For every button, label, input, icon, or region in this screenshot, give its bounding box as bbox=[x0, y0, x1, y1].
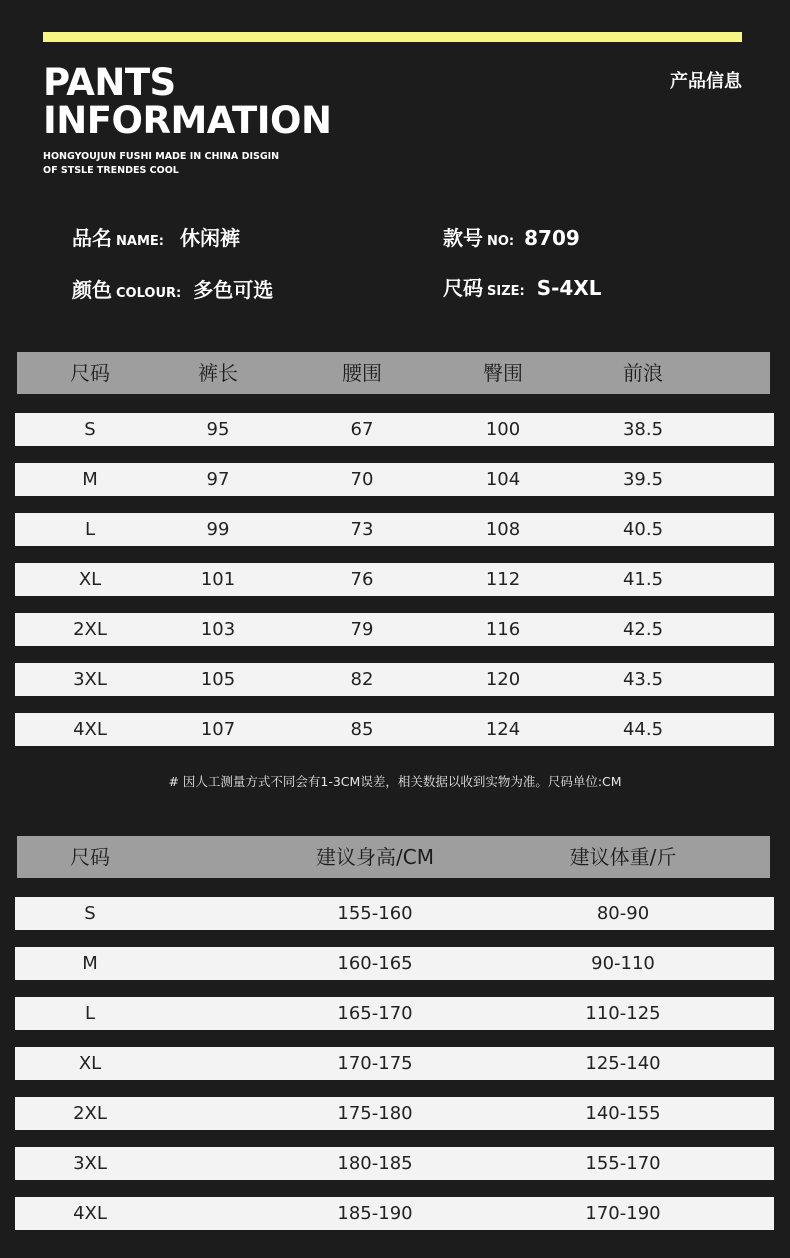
table-row bbox=[15, 1197, 774, 1230]
header-cell: 裤长 bbox=[198, 361, 238, 385]
name-value: 休闲裤 bbox=[179, 226, 240, 250]
table-row bbox=[15, 413, 774, 446]
table-cell: 140-155 bbox=[585, 1103, 661, 1124]
size-label-en: SIZE: bbox=[487, 284, 525, 299]
no-value: 8709 bbox=[524, 226, 580, 250]
table-cell: 97 bbox=[206, 469, 230, 490]
table-row bbox=[15, 1097, 774, 1130]
page-title bbox=[43, 61, 332, 142]
info-size bbox=[443, 272, 602, 301]
table-cell: M bbox=[82, 469, 98, 490]
table-cell: 99 bbox=[206, 519, 230, 540]
measurement-note: # 因人工测量方式不同会有1-3CM误差，相关数据以收到实物为准。尺码单位:CM bbox=[168, 774, 622, 789]
no-label-en: NO: bbox=[487, 234, 515, 249]
table-cell: 104 bbox=[485, 469, 521, 490]
table-cell: 108 bbox=[485, 519, 521, 540]
header-cell: 尺码 bbox=[70, 361, 110, 385]
title-line-1: PANTS bbox=[43, 61, 176, 104]
table-cell: 103 bbox=[200, 619, 236, 640]
size-value: S-4XL bbox=[536, 276, 602, 300]
table-cell: 180-185 bbox=[337, 1153, 413, 1174]
table-row bbox=[15, 563, 774, 596]
table-cell: 170-190 bbox=[585, 1203, 661, 1224]
table-cell: 4XL bbox=[73, 719, 107, 740]
table-cell: 95 bbox=[206, 419, 230, 440]
table-cell: 100 bbox=[485, 419, 521, 440]
table-cell: S bbox=[84, 419, 96, 440]
info-no bbox=[443, 222, 580, 251]
table-cell: 101 bbox=[200, 569, 236, 590]
table-cell: 39.5 bbox=[622, 469, 664, 490]
table-cell: 3XL bbox=[73, 1153, 107, 1174]
colour-label-en: COLOUR: bbox=[116, 286, 182, 301]
colour-label: 颜色 bbox=[72, 278, 112, 302]
table-row bbox=[15, 513, 774, 546]
table-cell: 175-180 bbox=[337, 1103, 413, 1124]
table-cell: 67 bbox=[350, 419, 374, 440]
table-cell: 125-140 bbox=[585, 1053, 661, 1074]
table-cell: M bbox=[82, 953, 98, 974]
table-cell: 170-175 bbox=[337, 1053, 413, 1074]
table-cell: 42.5 bbox=[622, 619, 664, 640]
table-row bbox=[15, 713, 774, 746]
info-name bbox=[72, 222, 240, 251]
table-cell: 160-165 bbox=[337, 953, 413, 974]
header-cell: 腰围 bbox=[342, 361, 382, 385]
table-cell: 185-190 bbox=[337, 1203, 413, 1224]
table-row bbox=[15, 1047, 774, 1080]
table-cell: 116 bbox=[485, 619, 521, 640]
table-cell: 165-170 bbox=[337, 1003, 413, 1024]
table-cell: 85 bbox=[350, 719, 374, 740]
table-cell: 40.5 bbox=[622, 519, 664, 540]
table-cell: 107 bbox=[200, 719, 236, 740]
table-row bbox=[15, 997, 774, 1030]
table-cell: 155-170 bbox=[585, 1153, 661, 1174]
tagline-line-1: HONGYOUJUN FUSHI MADE IN CHINA DISGIN bbox=[43, 151, 280, 162]
table-cell: 120 bbox=[485, 669, 521, 690]
table-cell: 38.5 bbox=[622, 419, 664, 440]
table-cell: 44.5 bbox=[622, 719, 664, 740]
table-row bbox=[15, 613, 774, 646]
table-cell: 79 bbox=[350, 619, 374, 640]
table-cell: 2XL bbox=[73, 619, 107, 640]
table-cell: XL bbox=[78, 1053, 102, 1074]
table-cell: S bbox=[84, 903, 96, 924]
accent-bar bbox=[43, 32, 742, 42]
table-row bbox=[15, 897, 774, 930]
header-cell: 建议身高/CM bbox=[316, 845, 434, 869]
table-cell: 82 bbox=[350, 669, 374, 690]
table-cell: 90-110 bbox=[591, 953, 655, 974]
colour-value: 多色可选 bbox=[193, 278, 274, 302]
product-info-heading: 产品信息 bbox=[670, 71, 742, 92]
table-cell: 155-160 bbox=[337, 903, 413, 924]
table-cell: 76 bbox=[350, 569, 374, 590]
table-header bbox=[17, 352, 770, 394]
table-cell: 110-125 bbox=[585, 1003, 661, 1024]
table-cell: 3XL bbox=[73, 669, 107, 690]
table-row bbox=[15, 947, 774, 980]
header-cell: 建议体重/斤 bbox=[569, 845, 677, 869]
table-cell: L bbox=[84, 1003, 96, 1024]
table-cell: 80-90 bbox=[596, 903, 650, 924]
header-cell: 前浪 bbox=[623, 361, 663, 385]
table-cell: L bbox=[84, 519, 96, 540]
info-colour bbox=[72, 274, 273, 303]
table-cell: 43.5 bbox=[622, 669, 664, 690]
no-label: 款号 bbox=[443, 226, 483, 250]
table-header bbox=[17, 836, 770, 878]
table-cell: 73 bbox=[350, 519, 374, 540]
table-cell: 2XL bbox=[73, 1103, 107, 1124]
name-label: 品名 bbox=[72, 226, 112, 250]
table-cell: 112 bbox=[485, 569, 521, 590]
header-cell: 臀围 bbox=[483, 361, 523, 385]
tagline-line-2: OF STSLE TRENDES COOL bbox=[43, 165, 179, 176]
title-line-2: INFORMATION bbox=[43, 99, 332, 142]
header-cell: 尺码 bbox=[70, 845, 110, 869]
name-label-en: NAME: bbox=[116, 234, 164, 249]
table-cell: 41.5 bbox=[622, 569, 664, 590]
tagline bbox=[43, 150, 279, 178]
table-cell: 4XL bbox=[73, 1203, 107, 1224]
table-cell: 70 bbox=[350, 469, 374, 490]
table-cell: 124 bbox=[485, 719, 521, 740]
table-cell: XL bbox=[78, 569, 102, 590]
table-row bbox=[15, 663, 774, 696]
table-row bbox=[15, 463, 774, 496]
size-label: 尺码 bbox=[443, 276, 483, 300]
table-row bbox=[15, 1147, 774, 1180]
table-cell: 105 bbox=[200, 669, 236, 690]
